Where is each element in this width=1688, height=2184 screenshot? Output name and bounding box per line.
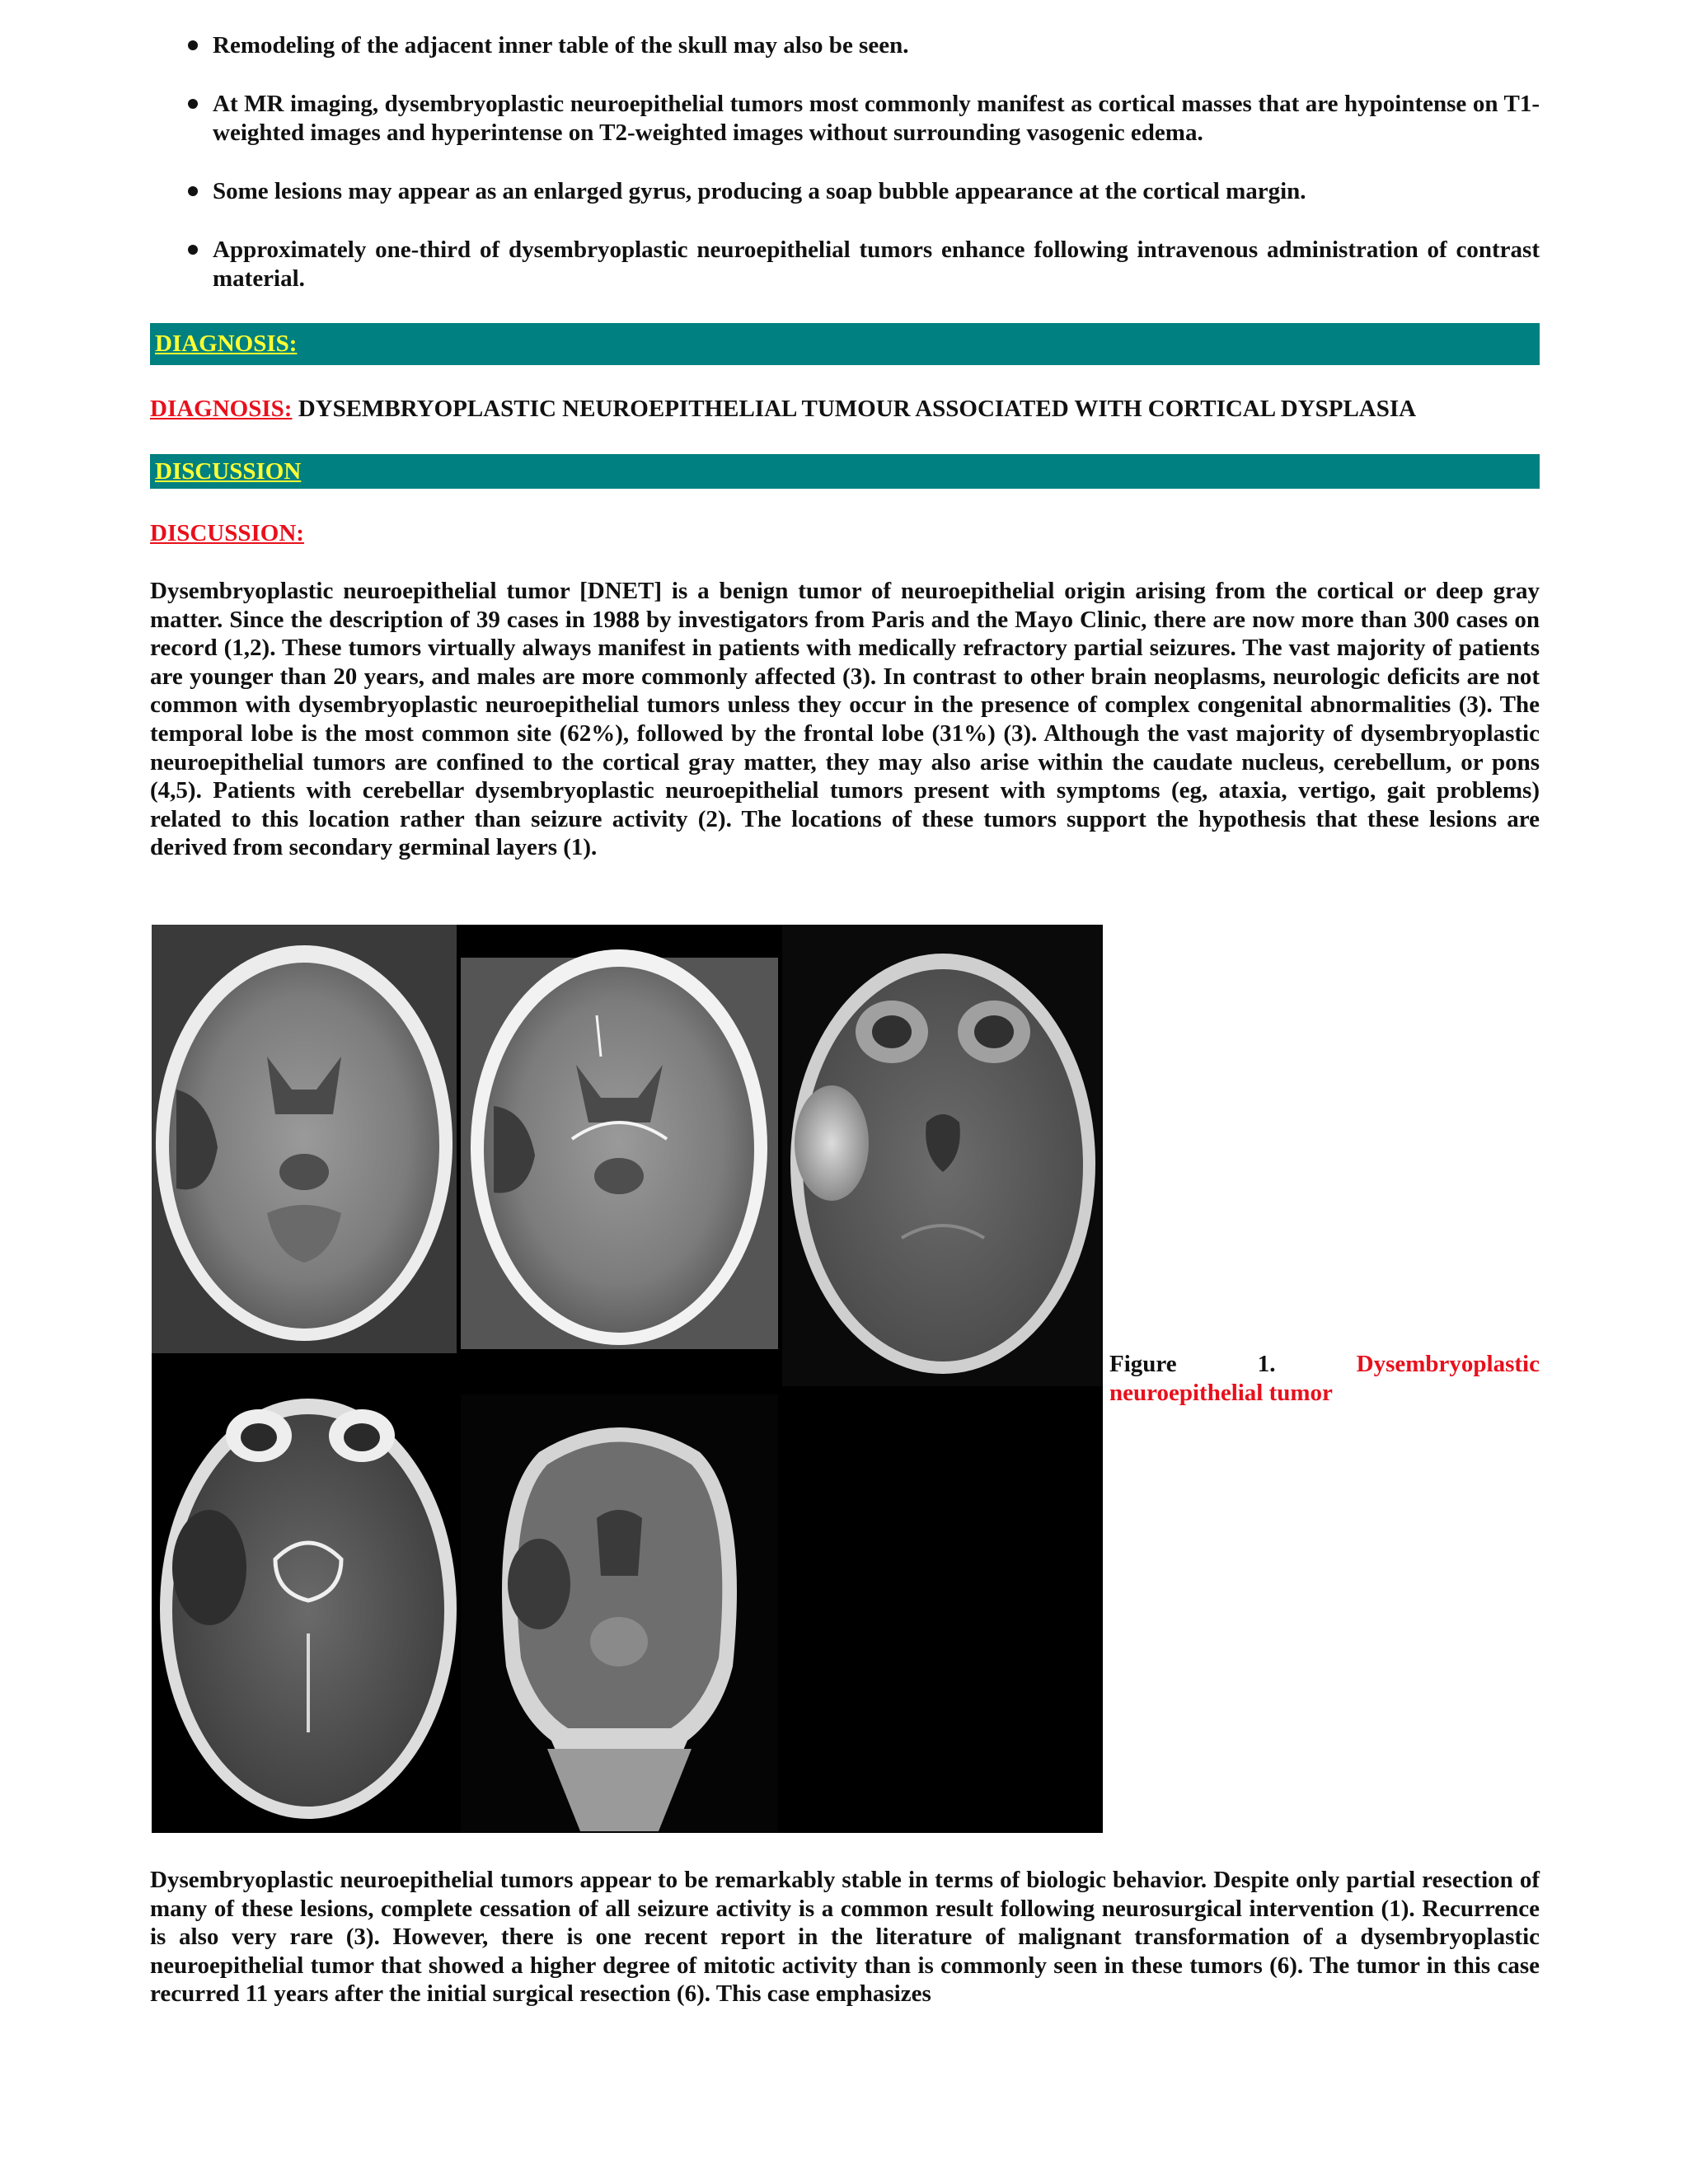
diagnosis-text: DYSEMBRYOPLASTIC NEUROEPITHELIAL TUMOUR ASSOCIATED WITH CORTICAL DYSPLASIA (298, 396, 1417, 422)
diagnosis-banner-link[interactable]: DIAGNOSIS: (155, 330, 298, 357)
figure-caption (1109, 1350, 1540, 1408)
caption-title-part-1: Dysembryoplastic (1356, 1351, 1540, 1377)
mri-ct-panel-image (152, 925, 1103, 1833)
caption-title-part-2: neuroepithelial tumor (1109, 1380, 1333, 1406)
caption-first-line (1109, 1350, 1540, 1379)
diagnosis-section-banner (150, 323, 1540, 365)
axial-t1-contrast-slice (160, 1399, 457, 1819)
bullet-item (150, 236, 1540, 293)
bullet-item (150, 177, 1540, 206)
bullet-dot-icon (188, 245, 198, 255)
axial-ct-slice (156, 945, 452, 1341)
bullet-dot-icon (188, 40, 198, 50)
diagnosis-label: DIAGNOSIS: (150, 396, 293, 422)
contrast-ct-slice (471, 949, 767, 1345)
discussion-paragraph: Dysembryoplastic neuroepithelial tumor [DNET] is a benign tumor of neuroepithelial origin arising from the cortical or deep gray matter. Since the description of 39 cases in 1988 by investigators from Paris and the Mayo Clinic, there are now more than 300 cases on record (1,2). These tumors virtually always manifest in patients with medically refractory partial seizures. The vast majority of patients are younger than 20 years, and males are more commonly affected (3). In contrast to other brain neoplasms, neurologic deficits are not common with dysembryoplastic neuroepithelial tumors unless they occur in the presence of complex congenital abnormalities (3). The temporal lobe is the most common site (62%), followed by the frontal lobe (31%) (3). Although the vast majority of dysembryoplastic neuroepithelial tumors are confined to the cortical gray matter, they may also arise within the caudate nucleus, cerebellum, or pons (4,5). Patients with cerebellar dysembryoplastic neuroepithelial tumors present with symptoms (eg, ataxia, vertigo, gait problems) related to this location rather than seizure activity (2). The locations of these tumors support the hypothesis that these lesions are derived from secondary germinal layers (1). (150, 578, 1540, 861)
findings-bullet-list (150, 31, 1540, 323)
brain-imaging-figure (152, 925, 1103, 1833)
caption-figure-number: 1. (1257, 1351, 1276, 1377)
discussion-section-banner (150, 454, 1540, 489)
discussion-label: DISCUSSION: (150, 520, 304, 546)
bullet-dot-icon (188, 186, 198, 196)
bullet-text: Approximately one-third of dysembryoplastic neuroepithelial tumors enhance following intravenous administration of contrast material. (213, 237, 1540, 292)
bullet-dot-icon (188, 99, 198, 109)
bullet-text: Some lesions may appear as an enlarged gyrus, producing a soap bubble appearance at the cortical margin. (213, 178, 1306, 204)
bullet-item (150, 31, 1540, 60)
bullet-text: At MR imaging, dysembryoplastic neuroepithelial tumors most commonly manifest as cortical masses that are hypointense on T1-weighted images and hyperintense on T2-weighted images without surrounding vasogenic edema. (213, 91, 1540, 146)
axial-flair-slice (790, 954, 1095, 1374)
diagnosis-line (150, 394, 1416, 424)
discussion-banner-link[interactable]: DISCUSSION (155, 458, 302, 485)
bullet-item (150, 90, 1540, 148)
bullet-text: Remodeling of the adjacent inner table of the skull may also be seen. (213, 32, 909, 59)
caption-figure-word: Figure (1109, 1351, 1177, 1377)
coronal-t1-slice (461, 1394, 778, 1833)
discussion-paragraph: Dysembryoplastic neuroepithelial tumors appear to be remarkably stable in terms of biologic behavior. Despite only partial resection of many of these lesions, complete cessation of all seizure activity is a common result following neurosurgical intervention (1). Recurrence is also very rare (3). However, there is one recent report in the literature of malignant transformation of a dysembryoplastic neuroepithelial tumor that showed a higher degree of mitotic activity than is commonly seen in these tumors (6). The tumor in this case recurred 11 years after the initial surgical resection (6). This case emphasizes (150, 1867, 1540, 2008)
